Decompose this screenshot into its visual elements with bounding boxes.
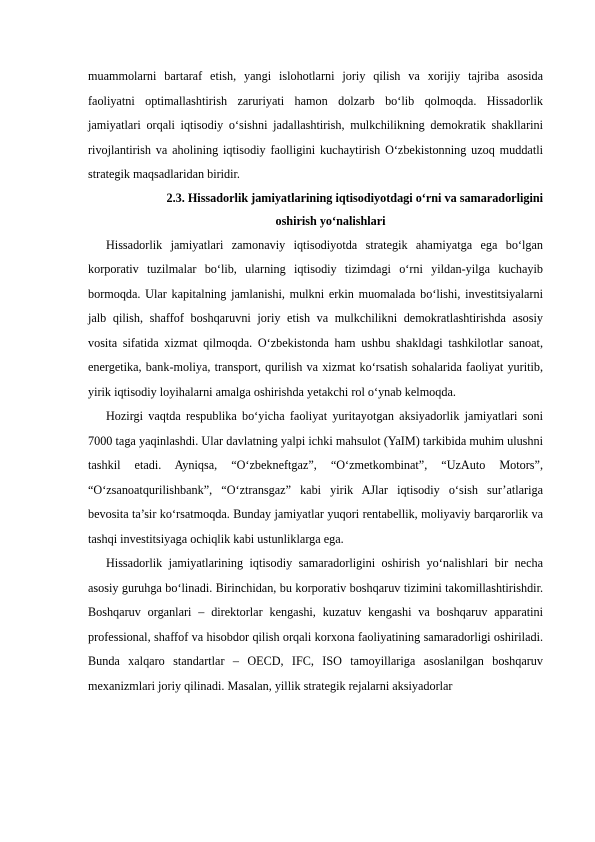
paragraph-intro: muammolarni bartaraf etish, yangi islohotlarni joriy qilish va xorijiy tajriba asosida faoliyatni optimallashtirish zaruriyati hamon dolzarb bo‘lib qolmoqda. Hissadorlik jamiyatlari orqali iqtisodiy o‘sishni jadallashtirish, mulkchilikning demokratik shakllarini rivojlantirish va aholining iqtisodiy faolligini kuchaytirish O‘zbekistonning uzoq muddatli strategik maqsadlaridan biridir. <box>88 69 543 181</box>
section-heading-line1: 2.3. Hissadorlik jamiyatlarining iqtisodiyotdagi o‘rni va samaradorligini <box>166 190 543 205</box>
section-heading-line2: oshirish yo‘nalishlari <box>275 213 386 228</box>
document-page <box>88 64 543 698</box>
paragraph-2: Hozirgi vaqtda respublika bo‘yicha faoliyat yuritayotgan aksiyadorlik jamiyatlari soni 7000 taga yaqinlashdi. Ular davlatning yalpi ichki mahsulot (YaIM) tarkibida muhim ulushni tashkil etadi. Ayniqsa, “O‘zbekneftgaz”, “O‘zmetkombinat”, “UzAuto Motors”, “O‘zsanoatqurilishbank”, “O‘ztransgaz” kabi yirik AJlar iqtisodiy o‘sish sur’atlariga bevosita ta’sir ko‘rsatmoqda. Bunday jamiyatlar yuqori rentabellik, moliyaviy barqarorlik va tashqi investitsiyaga ochiqlik kabi ustunliklarga ega. <box>88 409 543 546</box>
section-heading <box>88 187 543 233</box>
paragraph-1: Hissadorlik jamiyatlari zamonaviy iqtisodiyotda strategik ahamiyatga ega bo‘lgan korporativ tuzilmalar bo‘lib, ularning iqtisodiy tizimdagi o‘rni yildan-yilga kuchayib bormoqda. Ular kapitalning jamlanishi, mulkni erkin muomalada bo‘lishi, investitsiyalarni jalb qilish, shaffof boshqaruvni joriy etish va mulkchilikni demokratlashtirishda asosiy vosita sifatida xizmat qilmoqda. O‘zbekistonda ham ushbu shakldagi tashkilotlar sanoat, energetika, bank-moliya, transport, qurilish va xizmat ko‘rsatish sohalarida faoliyat yuritib, yirik iqtisodiy loyihalarni amalga oshirishda yetakchi rol o‘ynab kelmoqda. <box>88 237 543 399</box>
paragraph-3: Hissadorlik jamiyatlarining iqtisodiy samaradorligini oshirish yo‘nalishlari bir necha asosiy guruhga bo‘linadi. Birinchidan, bu korporativ boshqaruv tizimini takomillashtirishdir. Boshqaruv organlari – direktorlar kengashi, kuzatuv kengashi va boshqaruv apparatini professional, shaffof va hisobdor qilish orqali korxona faoliyatining samaradorligi oshiriladi. Bunda xalqaro standartlar – OECD, IFC, ISO tamoyillariga asoslanilgan boshqaruv mexanizmlari joriy qilinadi. Masalan, yillik strategik rejalarni aksiyadorlar <box>88 556 543 693</box>
